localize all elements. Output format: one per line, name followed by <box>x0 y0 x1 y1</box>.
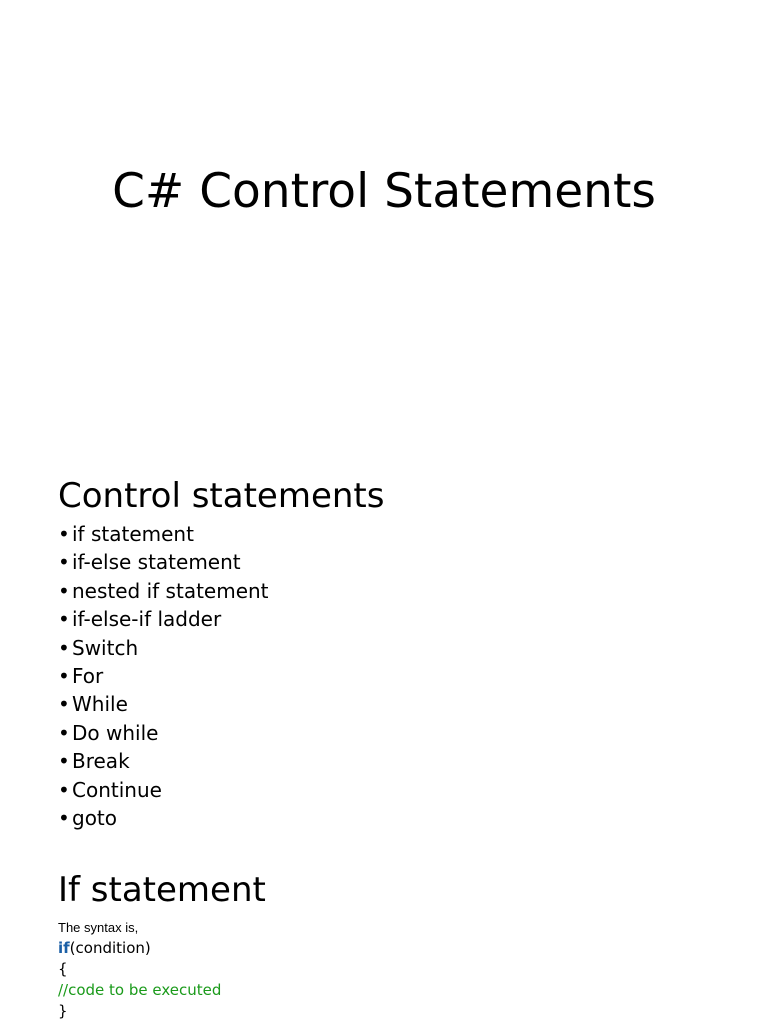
bullet-icon: • <box>58 607 70 632</box>
bullet-icon: • <box>58 635 70 660</box>
bullet-icon: • <box>58 777 70 802</box>
list-item <box>58 690 269 718</box>
bullet-icon: • <box>58 805 70 830</box>
code-close-brace: } <box>58 1002 68 1020</box>
list-item <box>58 776 269 804</box>
bullet-icon: • <box>58 578 70 603</box>
list-item-label: Do while <box>72 720 159 745</box>
list-item-label: if statement <box>72 522 194 546</box>
code-block <box>58 938 221 1022</box>
bullet-icon: • <box>58 550 70 575</box>
list-item-label: goto <box>72 805 118 830</box>
bullet-icon: • <box>58 663 70 688</box>
control-statements-list <box>58 520 269 832</box>
list-item-label: if-else statement <box>72 550 241 575</box>
code-open-brace: { <box>58 960 68 978</box>
list-item <box>58 747 269 775</box>
list-item <box>58 662 269 690</box>
list-item-label: Break <box>72 749 130 774</box>
list-item-label: if-else-if ladder <box>72 607 222 632</box>
code-line <box>58 938 221 959</box>
list-item-label: Switch <box>72 635 139 660</box>
list-item-label: nested if statement <box>72 578 269 603</box>
bullet-icon: • <box>58 692 70 717</box>
list-item <box>58 577 269 605</box>
code-keyword: if <box>58 939 70 957</box>
syntax-intro: The syntax is, <box>58 920 139 935</box>
slide-title: C# Control Statements <box>112 164 656 219</box>
code-comment: //code to be executed <box>58 981 222 999</box>
control-statements-heading: Control statements <box>58 476 385 516</box>
bullet-icon: • <box>58 749 70 774</box>
list-item <box>58 548 269 576</box>
list-item-label: For <box>72 663 104 688</box>
list-item <box>58 605 269 633</box>
bullet-icon: • <box>58 720 70 745</box>
list-item <box>58 804 269 832</box>
list-item-label: Continue <box>72 777 162 802</box>
if-statement-heading: If statement <box>58 870 266 910</box>
list-item <box>58 719 269 747</box>
bullet-icon: • <box>58 522 70 546</box>
list-item-label: While <box>72 692 128 717</box>
list-item <box>58 520 269 548</box>
code-condition: (condition) <box>69 939 151 957</box>
list-item <box>58 634 269 662</box>
